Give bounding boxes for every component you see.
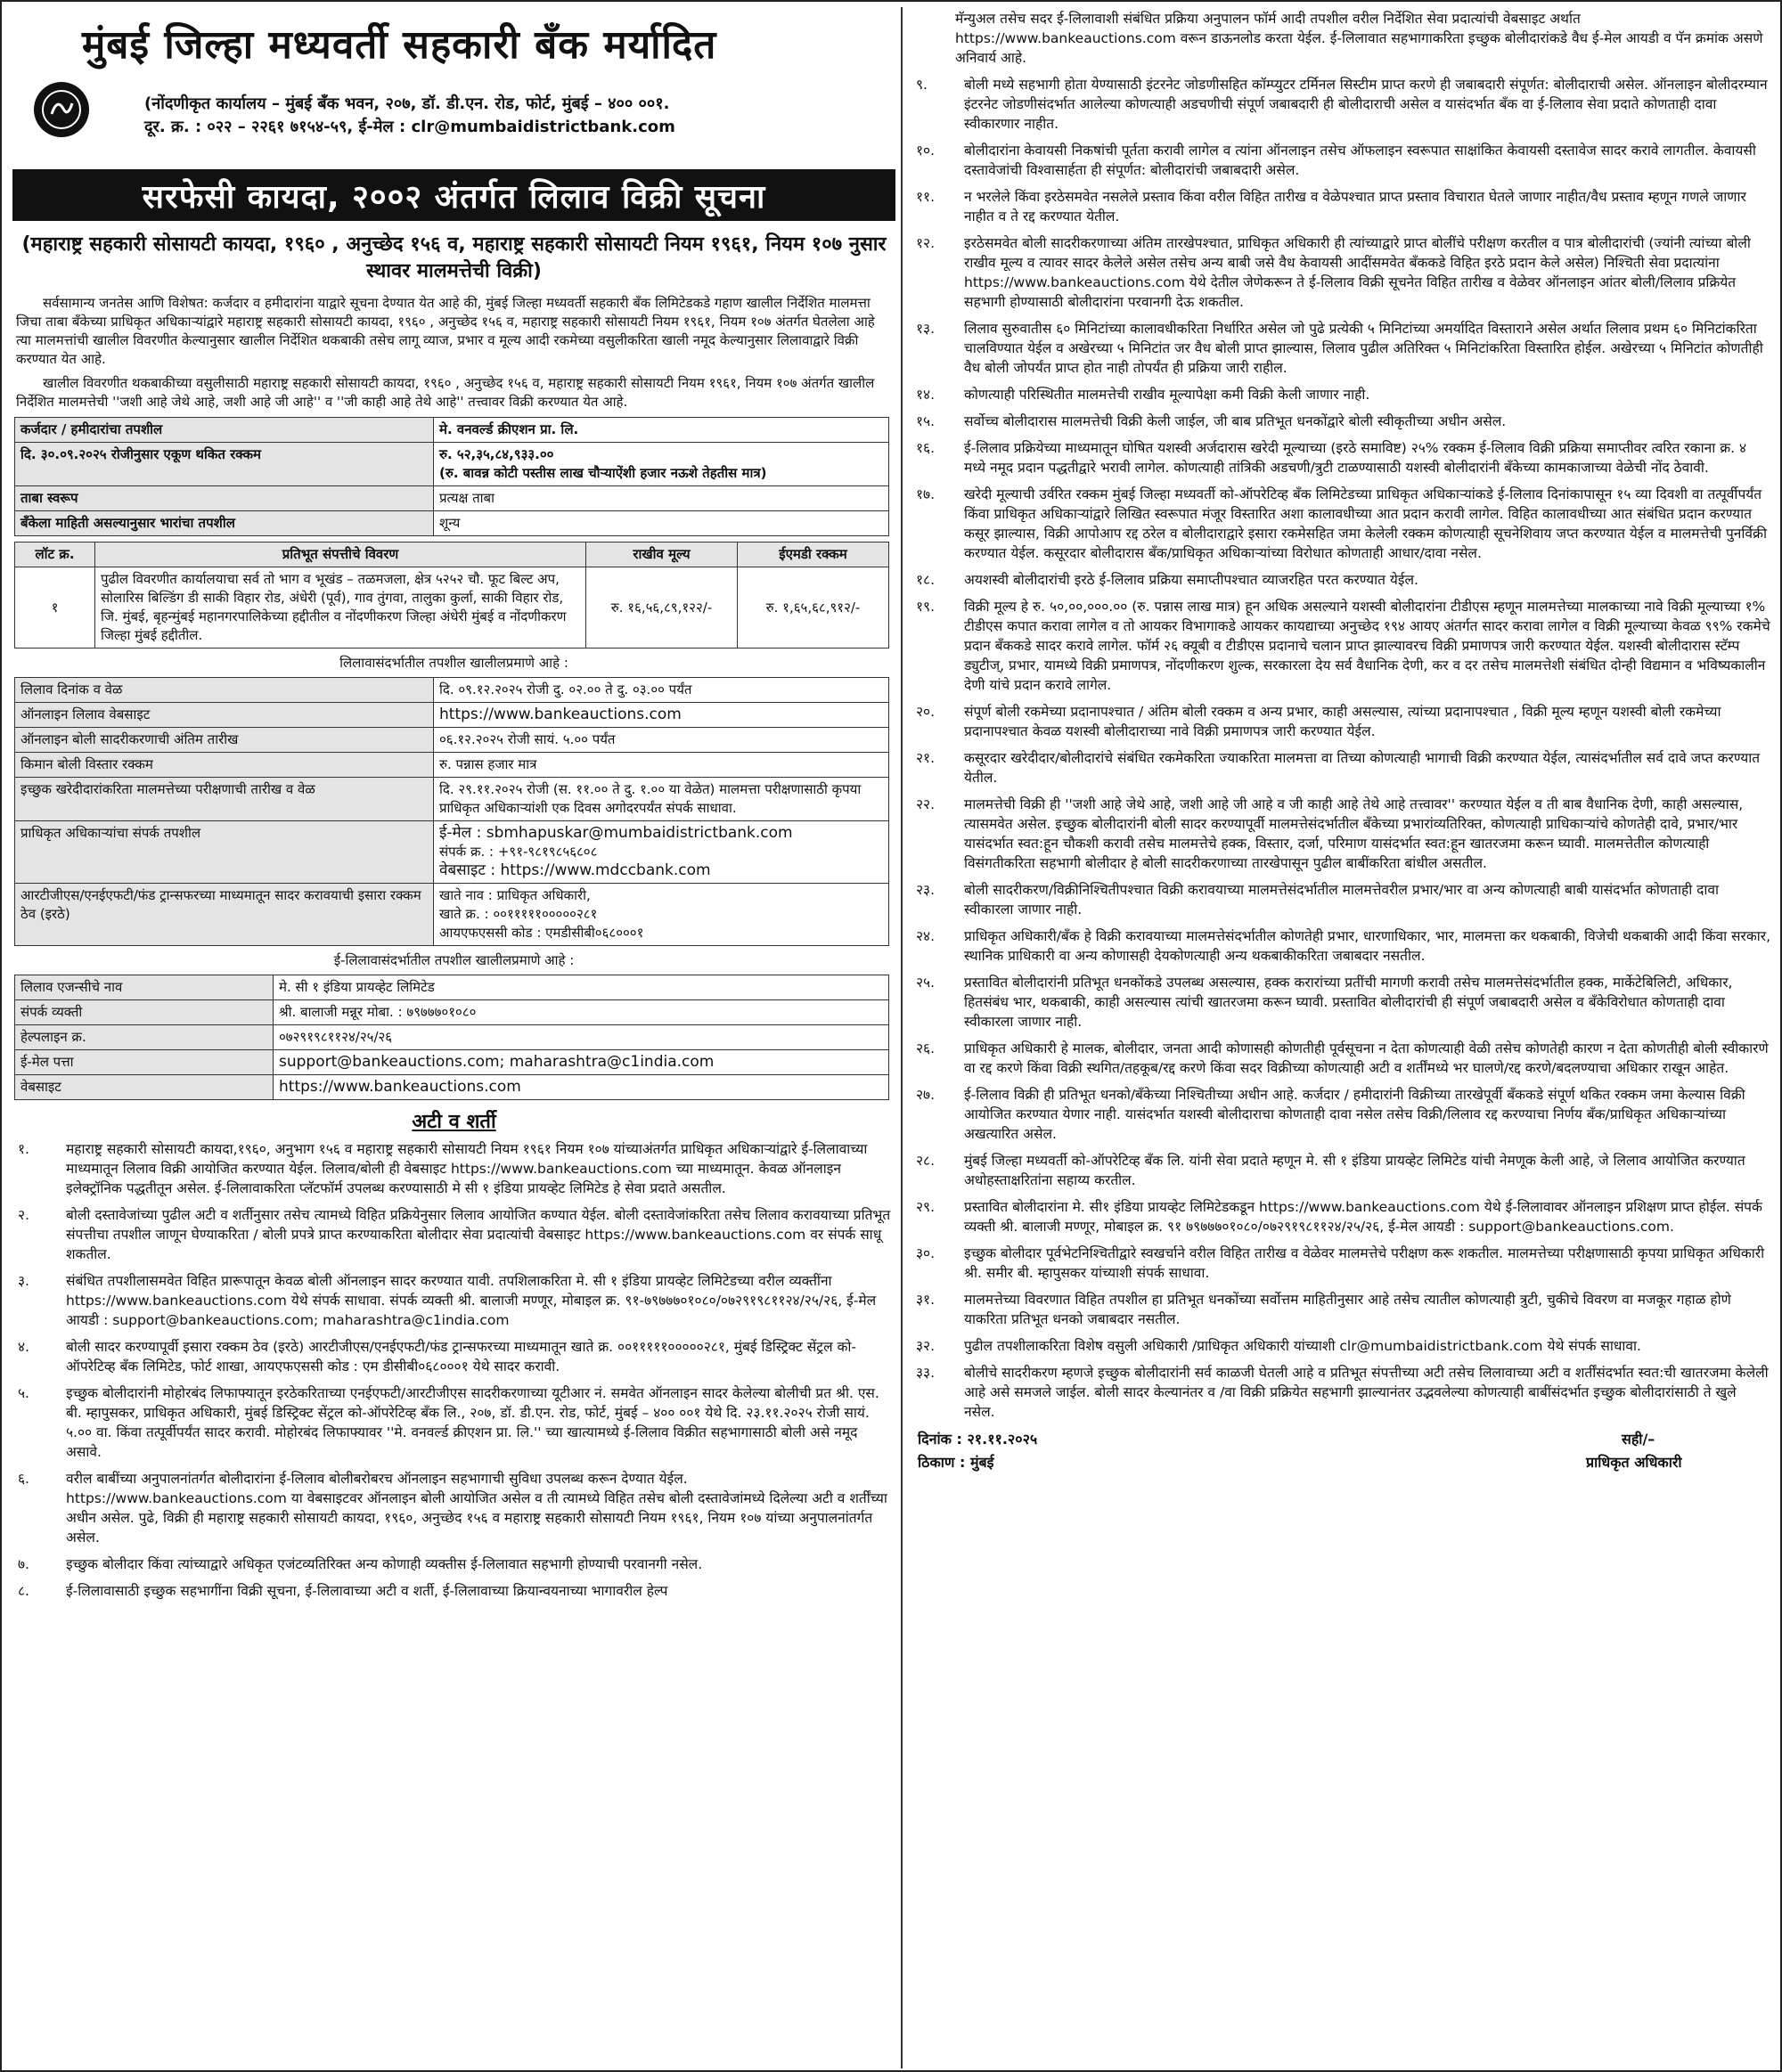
term-number: ३३. [916,1365,936,1381]
term-text: बोलीदारांना केवायसी निकषांची पूर्तता करावी लागेल व त्यांना ऑनलाइन तसेच ऑफलाइन स्वरूपात साक्षांकित केवायसी दस्तावेज सादर करावे लागतील. केवायसी दस्तावेजांची विश्वासार्हता ही संपूर्णत: बोलीदारांची जबाबदारी असेल. [964,143,1756,178]
term-text: इरठेसमवेत बोली सादरीकरणाच्या अंतिम तारखेपश्चात, प्राधिकृत अधिकारी ही त्यांच्याद्वारे प्राप्त बोलींचे परीक्षण करतील व पात्र बोलीदारांची (ज्यांनी त्यांच्या बोली राखीव मूल्य व त्यावर सादर केलेले असेल तसेच अन्य बाबी जसे वैध केवायसी आदींसमवेत बँककडे विहित इरठे प्रदान केले असेल) निश्चिती सेवा प्रदात्यांना https://www.bankeauctions.com येथे देतील जेणेकरून ते ई-लिलाव विक्री सूचनेत विहित तारीख व वेळेवर ऑनलाइन आंतर बोली/लिलाव प्रक्रियेत सहभागी होण्यासाठी बोलीदारांना परवानगी देऊ शकतील. [964,235,1751,310]
term-item [909,702,1775,741]
table-row [15,1025,889,1050]
term-text: इच्छुक बोलीदारांनी मोहोरबंद लिफाफ्यातून इरठेकरिताच्या एनईएफटी/आरटीजीएस सादरीकरणाच्या यूटीआर नं. समवेत ऑनलाइन सादर केलेल्या बोलीची प्रत श्री. एस. बी. म्हापुसकर, प्राधिकृत अधिकारी, मुंबई डिस्ट्रिक्ट सेंट्रल को-ऑपरेटिव्ह बँक लि., २०७, डॉ. डी.एन. रोड, फोर्ट, मुंबई – ४०० ००१ येथे दि. २३.११.२०२५ रोजी सायं. ५.०० वा. किंवा तत्पूर्वीपर्यंत सादर करावी. मोहोरबंद लिफाफ्यावर ''मे. वनवर्ल्ड क्रीएशन प्रा. लि.'' च्या खात्यामध्ये ई-लिलाव विक्रीत सहभागासाठी बोली असे नमूद असावे. [66,1385,879,1460]
table-row [15,1075,889,1100]
emd-amount: रु. १,६५,६८,९१२/- [738,567,889,649]
table-value [434,443,889,486]
term-text: मालमत्तेच्या विवरणात विहित तपशील हा प्रतिभूत धनकोंच्या सर्वोत्तम माहितीनुसार आहे तसेच त्यातील कोणत्याही त्रुटी, चुकीचे विवरण वा मजकूर गहाळ होणे याकरिता प्रतिभूत धनको जबाबदार नसतील. [964,1292,1731,1327]
table-label: आरटीजीएस/एनईएफटी/फंड ट्रान्सफरच्या माध्यमातून सादर करावयाची इसारा रक्कम ठेव (इरठे) [15,884,434,946]
column-header: प्रतिभूत संपत्तीचे विवरण [95,542,586,567]
term-text: बोली सादर करण्यापूर्वी इसारा रक्कम ठेव (इरठे) आरटीजीएस/एनईएफटी/फंड ट्रान्सफरच्या माध्यमातून खाते क्र. ००१११११०००००२८१, मुंबई डिस्ट्रिक्ट सेंट्रल को-ऑपरेटिव्ह बँक लिमिटेड, फोर्ट शाखा, आयएफएससी कोड : एम डीसीबी०६८०००१ येथे सादर करावी. [66,1339,857,1375]
ifsc-code: आयएफएससी कोड : एमडीसीबी०६८०००१ [439,925,644,941]
term-number: २६. [916,1040,936,1056]
term-text: सर्वोच्च बोलीदारास मालमत्तेची विक्री केली जाईल, जी बाब प्रतिभूत धनकोंद्वारे बोली स्वीकृतीच्या अधीन असेल. [964,413,1507,429]
column-header: लॉट क्र. [15,542,95,567]
term-number: २४. [916,928,936,944]
term-number: ३१. [916,1292,936,1308]
table-label: ऑनलाइन बोली सादरीकरणाची अंतिम तारीख [15,728,434,753]
borrower-table [14,417,889,536]
terms-list-left [11,1139,897,1601]
term-number: १५. [916,413,936,429]
table-row [15,821,889,884]
term-text: इच्छुक बोलीदार किंवा त्यांच्याद्वारे अधिकृत एजंटव्यतिरिक्त अन्य कोणाही व्यक्तीस ई-लिलावात सहभागी होण्याची परवानगी नसेल. [66,1556,703,1572]
account-number: खाते क्र. : ००१११११०००००२८१ [439,906,598,922]
term-text: लिलाव सुरुवातीस ६० मिनिटांच्या कालावधीकरिता निर्धारित असेल जो पुढे प्रत्येकी ५ मिनिटांच्या अमर्यादित विस्ताराने असेल अर्थात लिलाव प्रथम ६० मिनिटांकरिता चालविण्यात येईल व अखेरच्या ५ मिनिटांत जर वैध बोली प्राप्त झाल्यास, लिलाव पुढील अतिरिक्त ५ मिनिटांकरिता विस्तारित होईल. अखेरच्या ५ मिनिटांत कोणतीही वैध बोली जोपर्यंत प्राप्त होत नाही तोपर्यंत ही प्रक्रिया जारी राहील. [964,321,1763,376]
term-number: २२. [916,796,936,812]
column-header: राखीव मूल्य [586,542,738,567]
table-label: इच्छुक खरेदीदारांकरिता मालमत्तेच्या परीक्षणाची तारीख व वेळ [15,778,434,821]
term-item [909,385,1775,404]
table-label: कर्जदार / हमीदारांचा तपशील [15,418,434,443]
signature-mark: सही/– [1622,1431,1655,1448]
table-label: ऑनलाइन लिलाव वेबसाइट [15,703,434,728]
table-label: ई-मेल पत्ता [15,1050,274,1075]
table-label: हेल्पलाइन क्र. [15,1025,274,1050]
table-label: किमान बोली विस्तार रक्कम [15,753,434,778]
term-number: १३. [916,321,936,337]
bank-logo-icon [34,82,89,137]
term-number: १७. [916,486,936,502]
bank-name: मुंबई जिल्हा मध्यवर्ती सहकारी बँक मर्यादित [82,22,717,68]
term-number: २. [18,1207,29,1223]
term-item [11,1337,897,1376]
term-item [11,1581,897,1601]
auction-details-table [14,677,889,946]
term-number: ५. [18,1385,29,1401]
table-label: लिलाव एजन्सीचे नाव [15,975,274,1000]
term-text: मुंबई जिल्हा मध्यवर्ती को-ऑपरेटिव्ह बँक लि. यांनी सेवा प्रदाते म्हणून मे. सी १ इंडिया प्रायव्हेट लिमिटेड यांची नेमणूक केली आहे, जे लिलाव आयोजित करण्यात अधोहस्ताक्षरितांना सहाय्य करतील. [964,1153,1745,1188]
term-item [909,926,1775,966]
term-number: १. [18,1141,29,1157]
lot-table [14,542,889,649]
eauction-details-table [14,975,889,1100]
table-value: श्री. बालाजी मन्नूर मोबा. : ७९७७७०१०८० [274,1000,889,1025]
term-text: न भरलेले किंवा इरठेसमवेत नसलेले प्रस्ताव किंवा वरील विहित तारीख व वेळेपश्चात प्राप्त प्रस्ताव विचारात घेतले जाणार नाहीत/वैध प्रस्ताव म्हणून गणले जाणार नाहीत व ते रद्द करण्यात येतील. [964,189,1746,224]
contact-line: दूर. क्र. : ०२२ – २२६१ ७१५४-५९, ई-मेल : clr@mumbaidistrictbank.com [144,118,675,136]
term-text: मालमत्तेची विक्री ही ''जशी आहे जेथे आहे, जशी आहे जी आहे व जी काही आहे तेथे आहे तत्त्वावर'' करण्यात येईल व ती बाब वैधानिक देणी, काही असल्यास, त्यासमवेत असेल. इच्छुक बोलीदारांनी बोली सादर करण्यापूर्वी मालमत्तेसंदर्भातील बँकेच्या प्रभारांव्यतिरिक्त, कोणत्याही प्राधिकाऱ्यांचे कोणतेही दावे, प्रभार/भार यासंदर्भात स्वत:हून चौकशी करावी तसेच मालमत्तेचे हक्क, विस्तार, दर्जा, परिमाण यासंदर्भात स्वत:हून खातरजमा करून घ्यावी. मालमत्तेतील कोणत्याही विसंगतीकरिता सहभागी बोलीदार हे बोली सादरीकरणाच्या तारखेपासून पुढील बाबींकरिता बांधील असतील. [964,796,1744,871]
intro-paragraph: खालील विवरणीत थकबाकीच्या वसुलीसाठी महाराष्ट्र सहकारी सोसायटी कायदा, १९६० , अनुच्छेद १५६ व, महाराष्ट्र सहकारी सोसायटी नियम १९६१, नियम १०७ अंतर्गत खालील निर्देशित मालमत्तेची ''जशी आहे जेथे आहे, जशी आहे जी आहे'' व ''जी काही आहे तेथे आहे'' तत्त्वावर विक्री करण्यात येत आहे. [16,375,875,410]
table-row [15,778,889,821]
column-header: ईएमडी रक्कम [738,542,889,567]
term-text: प्रस्तावित बोलीदारांनी प्रतिभूत धनकोंकडे उपलब्ध असल्यास, हक्क करारांच्या प्रतींची मागणी करावी तसेच मालमत्तेसंदर्भातील हक्क, मार्केटेबिलिटी, अधिकार, हितसंबंध भार, थकबाकी, काही असल्यास त्यांची खातरजमा करून घ्यावी. प्रस्तावित बोलीदारांची ही संपूर्ण जबाबदारी असेल व बँकेविरोधात कोणताही दावा स्वीकारला जाणार नाही. [964,975,1733,1030]
term-text: बोली मध्ये सहभागी होता येण्यासाठी इंटरनेट जोडणीसहित कॉम्प्युटर टर्मिनल सिस्टीम प्राप्त करणे ही जबाबदारी संपूर्णत: बोलीदाराची असेल. ऑनलाइन बोलीदरम्यान इंटरनेट जोडणीसंदर्भात आलेल्या कोणत्याही अडचणीची संपूर्ण जबाबदारी ही बोलीदाराची असेल व यासंदर्भात बँक वा ई-लिलाव सेवा प्रदाते कोणताही दावा स्वीकारणार नाहीत. [964,77,1768,132]
term-item [909,1363,1775,1422]
table-value: रु. पन्नास हजार मात्र [434,753,889,778]
authorized-officer: प्राधिकृत अधिकारी [1586,1454,1682,1471]
term-number: १०. [916,143,936,159]
term-number: २०. [916,704,936,720]
term-number: २५. [916,975,936,991]
term-number: २७. [916,1087,936,1103]
table-value: दि. ०९.१२.२०२५ रोजी दु. ०२.०० ते दु. ०३.०० पर्यंत [434,678,889,703]
term-number: ६. [18,1471,29,1487]
table-row [15,753,889,778]
term-item [11,1554,897,1574]
term-text: खरेदी मूल्याची उर्वरित रक्कम मुंबई जिल्हा मध्यवर्ती को-ऑपरेटिव्ह बँक लिमिटेडच्या प्राधिकृत अधिकाऱ्यांकडे ई-लिलाव दिनांकापासून १५ व्या दिवशी वा तत्पूर्वीपर्यंत किंवा प्राधिकृत अधिकाऱ्यांद्वारे लिखित स्वरूपात मंजूर विस्तारित अशा कालावधीच्या आत प्रदान करावी लागेल. विहित कालावधीच्या आत संबंधित प्रदान करण्यात कसूर झाल्यास, विक्री आपोआप रद्द ठरेल व बोलीदाराद्वारे इसारा रकमेसहित जमा केलेली रक्कम कोणत्याही सूचनेशिवाय जप्त करण्यात येईल व मालमत्तेची पुनर्विक्री करण्यात येईल. कसूरदार बोलीदारास बँक/प्राधिकृत अधिकाऱ्यांच्या विरोधात कोणताही आधार/दावा नसेल. [964,486,1767,561]
notice-place: ठिकाण : मुंबई [918,1454,994,1471]
table-row [15,1050,889,1075]
term-item [909,1197,1775,1236]
table-label: बँकेला माहिती असल्यानुसार भारांचा तपशील [15,511,434,536]
term-item [909,1244,1775,1283]
term-text: प्राधिकृत अधिकारी/बँक हे विक्री करावयाच्या मालमत्तेसंदर्भातील कोणतेही प्रभार, धारणाधिकार, भार, मालमत्ता कर थकबाकी, विजेची थकबाकी आदी किंवा सरकार, स्थानिक प्राधिकारी वा अन्य कोणासही देयकोणत्याही अन्य थकबाकीकरिता जबाबदार नसतील. [964,928,1771,964]
term-text: कोणत्याही परिस्थितीत मालमत्तेची राखीव मूल्यापेक्षा कमी विक्री केली जाणार नाही. [964,387,1370,403]
notice-subtitle: (महाराष्ट्र सहकारी सोसायटी कायदा, १९६० , अनुच्छेद १५६ व, महाराष्ट्र सहकारी सोसायटी नियम १९६१, नियम १०७ नुसार स्थावर मालमत्तेची विक्री) [21,233,887,282]
table-row [15,567,889,649]
column-divider [901,7,903,2068]
property-description: पुढील विवरणीत कार्यालयाचा सर्व तो भाग व भूखंड – तळमजला, क्षेत्र ५२५२ चौ. फूट बिल्ट अप, सोलारिस बिल्डिंग डी साकी विहार रोड, अंधेरी (पूर्व), गाव तुंगवा, तालुका कुर्ला, साकी विहार रोड, जि. मुंबई, बृहन्मुंबई महानगरपालिकेच्या हद्दीतील व नोंदणीकरण जिल्हा अंधेरी मुंबई व नोंदणीकरण जिल्हा मुंबई हद्दीतील. [95,567,586,649]
term-text: पुढील तपशीलाकरिता विशेष वसुली अधिकारी /प्राधिकृत अधिकारी यांच्याशी clr@mumbaidistrictbank.com येथे संपर्क साधावा. [964,1338,1641,1354]
term-item [909,1336,1775,1356]
term-item [909,233,1775,312]
term-item [909,748,1775,787]
term-number: १९. [916,599,936,615]
table-value: मे. सी १ इंडिया प्रायव्हेट लिमिटेड [274,975,889,1000]
term-text: महाराष्ट्र सहकारी सोसायटी कायदा,१९६०, अनुभाग १५६ व महाराष्ट्र सहकारी सोसायटी नियम १९६१ नियम १०७ यांच्याअंतर्गत प्राधिकृत अधिकाऱ्यांद्वारे ई-लिलावाच्या माध्यमातून लिलाव विक्री आयोजित करण्यात येईल. लिलाव/बोली ही वेबसाइट https://www.bankeauctions.com च्या माध्यमातून. केवळ ऑनलाइन इलेक्ट्रॉनिक पद्धतीतून असेल. ई-लिलावाकरिता प्लॅटफॉर्म उपलब्ध करण्यासाठी मे सी १ इंडिया प्रायव्हेट लिमिटेड हे सेवा प्रदाते असतील. [66,1141,868,1196]
term-item [11,1271,897,1330]
table-row [15,975,889,1000]
table-row [15,511,889,536]
term-item [909,795,1775,873]
term-number: ४. [18,1339,29,1355]
term-number: ८. [18,1583,29,1599]
table-label: संपर्क व्यक्ती [15,1000,274,1025]
intro-paragraph: सर्वसामान्य जनतेस आणि विशेषत: कर्जदार व हमीदारांना याद्वारे सूचना देण्यात येत आहे की, मुंबई जिल्हा मध्यवर्ती सहकारी बँक लिमिटेडकडे गहाण खालील निर्देशित मालमत्ता जिचा ताबा बँकेच्या प्राधिकृत अधिकाऱ्यांद्वारे महाराष्ट्र सहकारी सोसायटी कायदा, १९६० , अनुच्छेद १५६ व, महाराष्ट्र सहकारी सोसायटी नियम १९६१, नियम १०७ अंतर्गत घेतलेला आहे त्या मालमत्तांची खालील विवरणीत केल्यानुसार खालील निर्देशित थकबाकी तसेच लागू व्याज, प्रभार व मूल्य आदी रकमेच्या वसुलीकरिता खाली नमूद केल्यानुसार लिलावाद्वारे विक्री करण्यात येत आहे. [16,295,875,367]
term-item [909,187,1775,226]
term-text: संपूर्ण बोली रकमेच्या प्रदानापश्चात / अंतिम बोली रक्कम व अन्य प्रभार, काही असल्यास, त्यांच्या प्रदानापश्चात , विक्री मूल्य म्हणून यशस्वी बोली रकमेच्या प्रदानापश्चात केवळ यशस्वी बोलीदाराच्या नावे विक्री प्रमाणपत्र जारी करण्यात येईल. [964,704,1721,739]
term-text: ई-लिलाव विक्री ही प्रतिभूत धनको/बँकेच्या निश्चितीच्या अधीन आहे. कर्जदार / हमीदारांनी विक्रीच्या तारखेपूर्वी बँककडे संपूर्ण थकित रक्कम जमा केल्यास विक्री आयोजित करण्यात येणार नाही. यासंदर्भात यशस्वी बोलीदाराचा कोणताही दावा नसेल तसेच विक्री/लिलाव रद्द करण्याचा निर्णय बँक/प्राधिकृत अधिकाऱ्यांच्या अखत्यारित असेल. [964,1087,1745,1142]
term-number: २८. [916,1153,936,1169]
term-item [909,597,1775,695]
term-text: कसूरदार खरेदीदार/बोलीदारांचे संबंधित रकमेकरिता ज्याकरिता मालमत्ता वा तिच्या कोणत्याही भागाची विक्री करण्यात येईल, त्यासंदर्भातील सर्व दावे जप्त करण्यात येतील. [964,750,1761,786]
term-item [909,1085,1775,1144]
registered-address: (नोंदणीकृत कार्यालय – मुंबई बँक भवन, २०७, डॉ. डी.एन. रोड, फोर्ट, मुंबई – ४०० ००१. [144,94,670,113]
term-continuation: मॅन्युअल तसेच सदर ई-लिलावाशी संबंधित प्रक्रिया अनुपालन फॉर्म आदी तपशील वरील निर्देशित सेवा प्रदात्यांची वेबसाइट अर्थात https://www.bankeauctions.com वरून डाऊनलोड करता येईल. ई-लिलावात सहभागाकरिता इच्छुक बोलीदारांकडे वैध ई-मेल आयडी व पॅन क्रमांक असणे अनिवार्य आहे. [955,11,1763,66]
table-label: दि. ३०.०९.२०२५ रोजीनुसार एकूण थकित रक्कम [15,443,434,486]
officer-phone: संपर्क क्र. : +९१-९८१९८५६८०८ [439,844,598,860]
outstanding-amount-words: (रु. बावन्न कोटी पस्तीस लाख चौऱ्याऐंशी हजार नऊशे तेहतीस मात्र) [439,465,767,481]
table-label: प्राधिकृत अधिकाऱ्यांचा संपर्क तपशील [15,821,434,884]
notice-date: दिनांक : २१.११.२०२५ [918,1431,1038,1448]
term-number: ९. [916,77,928,93]
term-text: ई-लिलाव प्रक्रियेच्या माध्यमातून घोषित यशस्वी अर्जदारास खरेदी मूल्याच्या (इरठे समाविष्ट) २५% रक्कम ई-लिलाव विक्री प्रक्रिया समाप्तीवर त्वरित रकाना क्र. ४ मध्ये नमूद प्रदान पद्धतीद्वारे भरावी लागेल. कोणत्याही तांत्रिकी अडचणी/त्रुटी टाळण्यासाठी यशस्वी बोलीदारांनी बँकेच्या कामकाजाच्या वेळेची नोंद ठेवावी. [964,440,1747,476]
term-item [11,1383,897,1462]
term-item [11,1469,897,1547]
reserve-price: रु. १६,५६,८९,१२२/- [586,567,738,649]
table-value: शून्य [434,511,889,536]
table-row [15,678,889,703]
term-text: बोलीचे सादरीकरण म्हणजे इच्छुक बोलीदारांनी सर्व काळजी घेतली आहे व प्रतिभूत संपत्तीच्या अटी तसेच लिलावाच्या अटी व शर्तींसंदर्भात स्वत:ची खातरजमा केलेली आहे असे समजले जाईल. बोली सादर केल्यानंतर व /वा विक्री प्रक्रियेत सहभागी झाल्यानंतर उद्भवलेल्या कोणत्याही बाबींसंदर्भात इच्छुक बोलीदारांसाठी ते खुले नसेल. [964,1365,1769,1420]
term-item [909,141,1775,180]
term-item [909,319,1775,378]
term-number: १८. [916,572,936,588]
term-text: विक्री मूल्य हे रु. ५०,००,०००.०० (रु. पन्नास लाख मात्र) हून अधिक असल्याने यशस्वी बोलीदारांना टीडीएस म्हणून मालमत्तेच्या मालकाच्या नावे विक्री मूल्याच्या १% टीडीएस कपात करावा लागेल व तो आयकर विभागाकडे आयकर कायद्याच्या अनुच्छेद १९४ आयए अंतर्गत सादर करावा लागेल व विक्री मूल्याच्या केवळ ९९% रकमेचे प्रदान बँककडे सादर करावे लागेल. फॉर्म २६ क्यूबी व टीडीएस प्रदानाचे चलान प्राप्त झाल्यावरच विक्री प्रमाणपत्र जारी करण्यात येईल. यशस्वी बोलीदारास स्टॅम्प ड्युटीज्, प्रभार, यामध्ये विक्री प्रमाणपत्र, नोंदणीकरण शुल्क, सरकारला देय सर्व वैधानिक देणी, कर व दर तसेच मालमत्तेशी संबंधित दोन्ही विद्यमान व भविष्यकालीन देणी यांचे प्रदान करावे लागेल. [964,599,1770,693]
term-item [11,1139,897,1198]
table-label: वेबसाइट [15,1075,274,1100]
term-number: २३. [916,882,936,898]
outstanding-amount: रु. ५२,३५,८४,९३३.०० [439,446,554,462]
term-text: इच्छुक बोलीदार पूर्वभेटनिश्चितीद्वारे स्वखर्चाने वरील विहित तारीख व वेळेवर मालमत्तेचे परीक्षण करू शकतील. मालमत्तेच्या परीक्षणासाठी कृपया प्राधिकृत अधिकारी श्री. समीर बी. म्हापुसकर यांच्याशी संपर्क साधावा. [964,1245,1765,1281]
term-number: ३. [18,1273,29,1289]
table-value: प्रत्यक्ष ताबा [434,486,889,511]
agency-website-link[interactable]: https://www.bankeauctions.com [274,1075,889,1100]
term-item [909,570,1775,590]
term-text: प्राधिकृत अधिकारी हे मालक, बोलीदार, जनता आदी कोणासही कोणतीही पूर्वसूचना न देता कोणत्याही वेळी तसेच कोणतेही कारण न देता कोणतीही बोली स्वीकारणे वा रद्द करणे किंवा विक्री स्थगित/तहकूब/रद्द करणे किंवा सदर विक्रीच्या कोणत्याही अटी व शर्तींमध्ये भर घालणे/रद्द करणे/बदलण्याचा अधिकार राखून आहेत. [964,1040,1769,1076]
terms-list-right [909,75,1775,1422]
term-text: बोली सादरीकरण/विक्रीनिश्चितीपश्चात विक्री करावयाच्या मालमत्तेसंदर्भातील मालमत्तेवरील प्रभार/भार वा अन्य कोणत्याही बाबी यासंदर्भात कोणताही दावा स्वीकारला जाणार नाही. [964,882,1720,918]
term-item [909,1151,1775,1190]
table-row [15,486,889,511]
table-label: लिलाव दिनांक व वेळ [15,678,434,703]
table-row [15,443,889,486]
term-number: ३२. [916,1338,936,1354]
term-item [909,438,1775,477]
term-item [11,1205,897,1264]
lot-number: १ [15,567,95,649]
term-number: ११. [916,189,936,205]
term-number: १६. [916,440,936,456]
table-value [434,821,889,884]
signature-block [909,1429,1775,1482]
term-item [909,973,1775,1032]
term-text: वरील बाबींच्या अनुपालनांतर्गत बोलीदारांना ई-लिलाव बोलीबरोबरच ऑनलाइन सहभागाची सुविधा उपलब्ध करून देण्यात येईल. https://www.bankeauctions.com या वेबसाइटवर ऑनलाइन बोली आयोजित असेल व ती त्यामध्ये विहित तसेच बोली दस्तावेजांमध्ये दिलेल्या अटी व शर्तींच्या अधीन असेल. पुढे, विक्री ही महाराष्ट्र सहकारी सोसायटी कायदा, १९६०, अनुच्छेद १५६ व महाराष्ट्र सहकारी सोसायटी नियम १९६१, नियम १०७ यांच्या अनुपालनांतर्गत असेल. [66,1471,887,1546]
table-value: मे. वनवर्ल्ड क्रीएशन प्रा. लि. [434,418,889,443]
term-item [909,75,1775,134]
term-item [909,412,1775,431]
officer-email-link[interactable]: ई-मेल : sbmhapuskar@mumbaidistrictbank.com [439,824,793,842]
terms-heading: अटी व शर्ती [412,1111,496,1133]
table-row [15,728,889,753]
table-value: ०६.१२.२०२५ रोजी सायं. ५.०० पर्यंत [434,728,889,753]
term-item [909,485,1775,563]
account-name: खाते नाव : प्राधिकृत अधिकारी, [439,887,591,903]
notice-banner: सरफेसी कायदा, २००२ अंतर्गत लिलाव विक्री सूचना [12,169,895,221]
table-value [434,884,889,946]
term-text: अयशस्वी बोलीदारांची इरठे ई-लिलाव प्रक्रिया समाप्तीपश्चात व्याजरहित परत करण्यात येईल. [964,572,1418,588]
term-text: ई-लिलावासाठी इच्छुक सहभागींना विक्री सूचना, ई-लिलावाच्या अटी व शर्ती, ई-लिलावाच्या क्रियान्वयनाच्या भागावरील हेल्प [66,1583,668,1599]
table-row [15,703,889,728]
term-number: १४. [916,387,936,403]
table-label: ताबा स्वरूप [15,486,434,511]
term-item [909,1039,1775,1078]
term-text: बोली दस्तावेजांच्या पुढील अटी व शर्तीनुसार तसेच त्यामध्ये विहित प्रक्रियेनुसार लिलाव आयोजित कण्यात येईल. बोली दस्तावेजांकरिता तसेच लिलाव करावयाच्या प्रतिभूत संपत्तीचा तपशील जाणून घेण्याकरिता / बोली प्रपत्रे प्राप्त करण्याकरिता बोलीदार सेवा प्रदात्यांची वेबसाइट https://www.bankeauctions.com वर संपर्क साधू शकतील. [66,1207,891,1262]
table-value: ०७२९१९८११२४/२५/२६ [274,1025,889,1050]
table-header-row [15,542,889,567]
term-number: ३०. [916,1245,936,1261]
term-text: प्रस्तावित बोलीदारांना मे. सी१ इंडिया प्रायव्हेट लिमिटेडकडून https://www.bankeauctions.com येथे ई-लिलावावर ऑनलाइन प्रशिक्षण प्राप्त होईल. संपर्क व्यक्ती श्री. बालाजी मण्णूर, मोबाइल क्र. ९१ ७९७७७०१०८०/०७२९१९८११२४/२५/२६, ई-मेल आयडी : support@bankeauctions.com. [964,1199,1762,1235]
header [11,9,897,169]
auction-details-caption: लिलावासंदर्भातील तपशील खालीलप्रमाणे आहे : [339,655,568,671]
left-column [11,9,897,2067]
term-item [909,880,1775,919]
term-item [909,1290,1775,1329]
agency-email-link[interactable]: support@bankeauctions.com; maharashtra@c1india.com [274,1050,889,1075]
table-row [15,418,889,443]
term-text: संबंधित तपशीलासमवेत विहित प्रारूपातून केवळ बोली ऑनलाइन सादर करण्यात यावी. तपशिलाकरिता मे. सी १ इंडिया प्रायव्हेट लिमिटेडच्या वरील व्यक्तींना https://www.bankeauctions.com येथे संपर्क साधावा. संपर्क व्यक्ती श्री. बालाजी मण्णूर, मोबाइल क्र. ९१-७९७७७०१०८०/०७२९१९८११२४/२५/२६, ई-मेल आयडी : support@bankeauctions.com; maharashtra@c1india.com [66,1273,877,1328]
term-number: २९. [916,1199,936,1215]
term-number: ७. [18,1556,29,1572]
term-number: २१. [916,750,936,766]
bank-website-link[interactable]: वेबसाइट : https://www.mdccbank.com [439,861,711,879]
table-row [15,1000,889,1025]
right-column [909,9,1775,2067]
table-row [15,884,889,946]
auction-website-link[interactable]: https://www.bankeauctions.com [434,703,889,728]
eauction-details-caption: ई-लिलावासंदर्भातील तपशील खालीलप्रमाणे आहे : [333,952,575,968]
term-number: १२. [916,235,936,251]
table-value: दि. २९.११.२०२५ रोजी (स. ११.०० ते दु. १.०० या वेळेत) मालमत्ता परीक्षणासाठी कृपया प्राधिकृत अधिकाऱ्यांशी एक दिवस अगोदरपर्यंत संपर्क साधावा. [434,778,889,821]
